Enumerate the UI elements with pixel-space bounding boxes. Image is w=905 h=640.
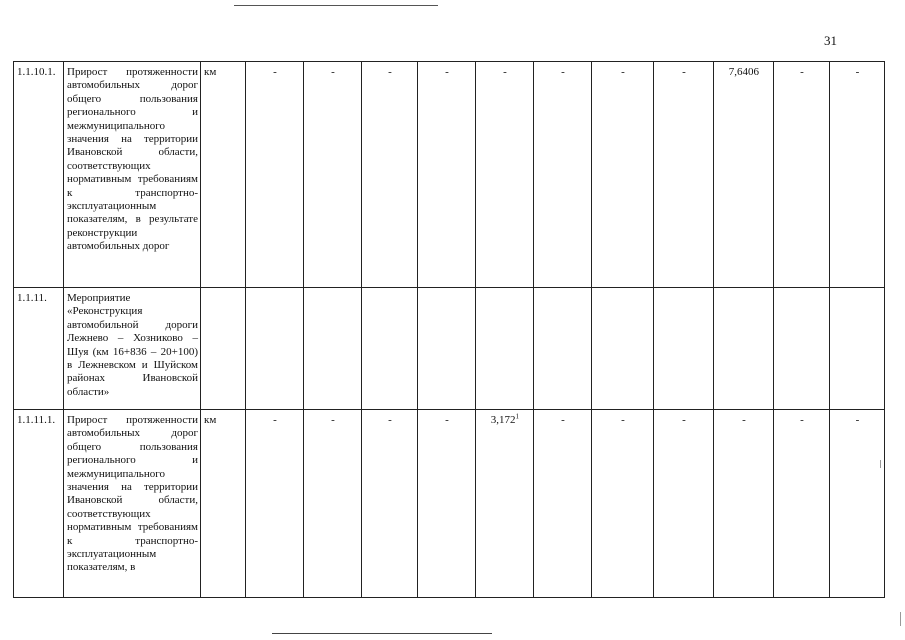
- value-cell: [774, 62, 830, 288]
- bottom-scan-line: [272, 633, 492, 634]
- value-text: -: [445, 66, 449, 78]
- row-name: Прирост протяженности автомобильных дорог общего пользования регионального и межмуниципального значения на территории Ивановской области, соответствующих нормативным требованиям к транспортно-эксплуатационным показателям, в: [64, 410, 201, 598]
- value-cell: [534, 410, 592, 598]
- row-code: 1.1.11.1.: [14, 410, 64, 598]
- value-text: -: [682, 414, 686, 426]
- value-text: -: [621, 66, 625, 78]
- value-text: -: [682, 66, 686, 78]
- value-text: -: [742, 414, 746, 426]
- value-cell: [654, 410, 714, 598]
- value-cell: [362, 410, 418, 598]
- value-text: -: [273, 414, 277, 426]
- row-name: Мероприятие «Реконструкция автомобильной дороги Лежнево – Хозниково – Шуя (км 16+836 – 20+100) в Лежневском и Шуйском районах Ивановской области»: [64, 288, 201, 410]
- value-cell: [774, 288, 830, 410]
- value-cell: [654, 62, 714, 288]
- value-cell: [534, 288, 592, 410]
- value-cell: [714, 410, 774, 598]
- value-text: -: [561, 66, 565, 78]
- value-cell: [304, 410, 362, 598]
- value-cell: [304, 288, 362, 410]
- value-cell: [592, 288, 654, 410]
- value-cell: [476, 62, 534, 288]
- value-cell: [246, 62, 304, 288]
- value-text: -: [855, 414, 860, 426]
- value-cell: [418, 410, 476, 598]
- scan-speck: [880, 460, 881, 468]
- value-text: -: [561, 414, 565, 426]
- page-number: 31: [824, 33, 837, 48]
- value-text: -: [445, 414, 449, 426]
- value-text: -: [388, 66, 392, 78]
- value-cell: [476, 410, 534, 598]
- row-name: Прирост протяженности автомобильных дорог общего пользования регионального и межмуниципального значения на территории Ивановской области, соответствующих нормативным требованиям к транспортно-эксплуатационным показателям, в результате реконструкции автомобильных дорог: [64, 62, 201, 288]
- scan-speck: [900, 612, 901, 626]
- table-row: [14, 288, 885, 410]
- value-cell: [592, 410, 654, 598]
- value-cell: [654, 288, 714, 410]
- top-scan-line: [234, 5, 438, 6]
- value-cell: [476, 288, 534, 410]
- value-text: -: [331, 66, 335, 78]
- value-cell: [418, 288, 476, 410]
- value-cell: [830, 62, 885, 288]
- value-cell: [714, 288, 774, 410]
- value-text: -: [800, 66, 804, 78]
- value-cell: [592, 62, 654, 288]
- value-text: -: [331, 414, 335, 426]
- value-text: -: [800, 414, 804, 426]
- row-unit: [201, 288, 246, 410]
- value-text: -: [503, 66, 507, 78]
- value-cell: [534, 62, 592, 288]
- footnote-mark: 1: [515, 412, 519, 421]
- value-cell: [830, 288, 885, 410]
- row-code: 1.1.10.1.: [14, 62, 64, 288]
- table-row: [14, 410, 885, 598]
- value-text: -: [621, 414, 625, 426]
- value-text: -: [273, 66, 277, 78]
- value-cell: [362, 288, 418, 410]
- value-cell: [830, 410, 885, 598]
- value-text: -: [855, 66, 860, 78]
- row-code: 1.1.11.: [14, 288, 64, 410]
- value-cell: [418, 62, 476, 288]
- row-unit: км: [201, 62, 246, 288]
- row-unit: км: [201, 410, 246, 598]
- value-text: 7,6406: [728, 66, 759, 78]
- indicator-table: [13, 61, 885, 598]
- value-cell: [362, 62, 418, 288]
- value-text: 3,172: [490, 414, 516, 426]
- value-cell: [246, 288, 304, 410]
- value-cell: [774, 410, 830, 598]
- table-row: [14, 62, 885, 288]
- value-cell: [304, 62, 362, 288]
- value-cell: [246, 410, 304, 598]
- value-text: -: [388, 414, 392, 426]
- value-cell: [714, 62, 774, 288]
